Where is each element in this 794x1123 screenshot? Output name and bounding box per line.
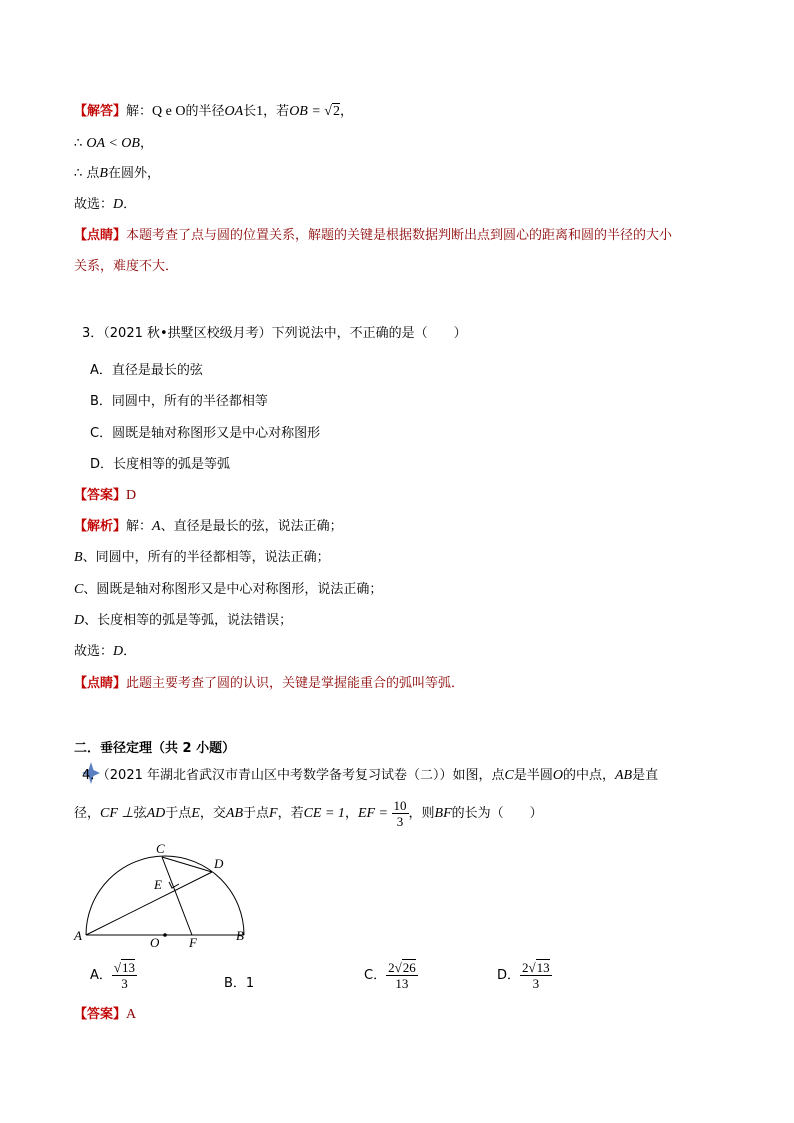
q3-option-b: B．同圆中，所有的半径都相等 xyxy=(90,394,268,409)
sqrt-symbol: √ xyxy=(324,104,332,119)
q3-comment: 【点睛】此题主要考查了圆的认识，关键是掌握能重合的弧叫等弧． xyxy=(74,676,465,691)
q3-analysis-line2: B、同圆中，所有的半径都相等，说法正确； xyxy=(74,550,330,565)
center-point xyxy=(163,933,167,937)
q4-stem-line2: 径，CF ⊥弦AD于点E，交AB于点F，若CE = 1，EF = $\frac{10}{3}$ ，则BF的长为（ ） xyxy=(74,798,543,829)
label-e: E xyxy=(154,877,162,892)
q2-line2: ∴ OA < OB， xyxy=(74,136,153,151)
q3-choose: 故选：D． xyxy=(74,644,137,659)
section-title: 二．垂径定理（共 2 小题） xyxy=(74,741,236,756)
label-o: O xyxy=(150,935,160,950)
answer-tag: 【解答】 xyxy=(74,104,127,119)
q3-analysis-line4: D、长度相等的弧是等弧，说法错误； xyxy=(74,613,293,628)
label-d: D xyxy=(214,856,224,871)
q2-comment-line1: 【点睛】本题考查了点与圆的位置关系，解题的关键是根据数据判断出点到圆心的距离和圆的半径的大小 xyxy=(74,228,673,243)
q3-analysis-line3: C、圆既是轴对称图形又是中心对称图形，说法正确； xyxy=(74,582,383,597)
comment-tag: 【点睛】 xyxy=(74,228,127,243)
q4-option-a: A． $\frac{√13}{3}$ xyxy=(90,960,136,991)
q3-stem: 3．（2021 秋•拱墅区校级月考）下列说法中，不正确的是（ ） xyxy=(82,326,467,341)
right-angle-mark xyxy=(169,882,179,888)
q3-option-c: C．圆既是轴对称图形又是中心对称图形 xyxy=(90,426,321,441)
q2-line3: ∴ 点B在圆外， xyxy=(74,166,160,181)
q3-answer: 【答案】D xyxy=(74,488,137,503)
q3-analysis-line1: 【解析】解：A、直径是最长的弦，说法正确； xyxy=(74,519,343,534)
q2-choose: 故选：D． xyxy=(74,197,137,212)
q2-answer-line: 【解答】解：Q e O的半径OA长1，若OB = √2， xyxy=(74,104,353,119)
label-c: C xyxy=(156,841,165,856)
geometry-figure xyxy=(70,840,270,950)
q3-option-d: D．长度相等的弧是等弧 xyxy=(90,457,231,472)
line-cf xyxy=(162,857,192,935)
q4-option-b: B．1 xyxy=(224,976,255,991)
q2-comment-line2: 关系，难度不大． xyxy=(74,259,179,274)
fraction: $\frac{10}{3}$ xyxy=(393,798,407,829)
q3-option-a: A．直径是最长的弦 xyxy=(90,363,203,378)
label-f: F xyxy=(189,935,197,950)
label-a: A xyxy=(74,928,82,943)
chord-ad xyxy=(86,872,212,935)
q4-option-c: C． $\frac{2√26}{13}$ xyxy=(364,960,416,991)
q4-answer: 【答案】A xyxy=(74,1007,137,1022)
q4-stem-line1: 4．（2021 年湖北省武汉市青山区中考数学备考复习试卷（二））如图，点C是半圆O的中点，AB是直 xyxy=(82,768,659,783)
label-b: B xyxy=(236,928,244,943)
q4-option-d: D． $\frac{2√13}{3}$ xyxy=(497,960,550,991)
